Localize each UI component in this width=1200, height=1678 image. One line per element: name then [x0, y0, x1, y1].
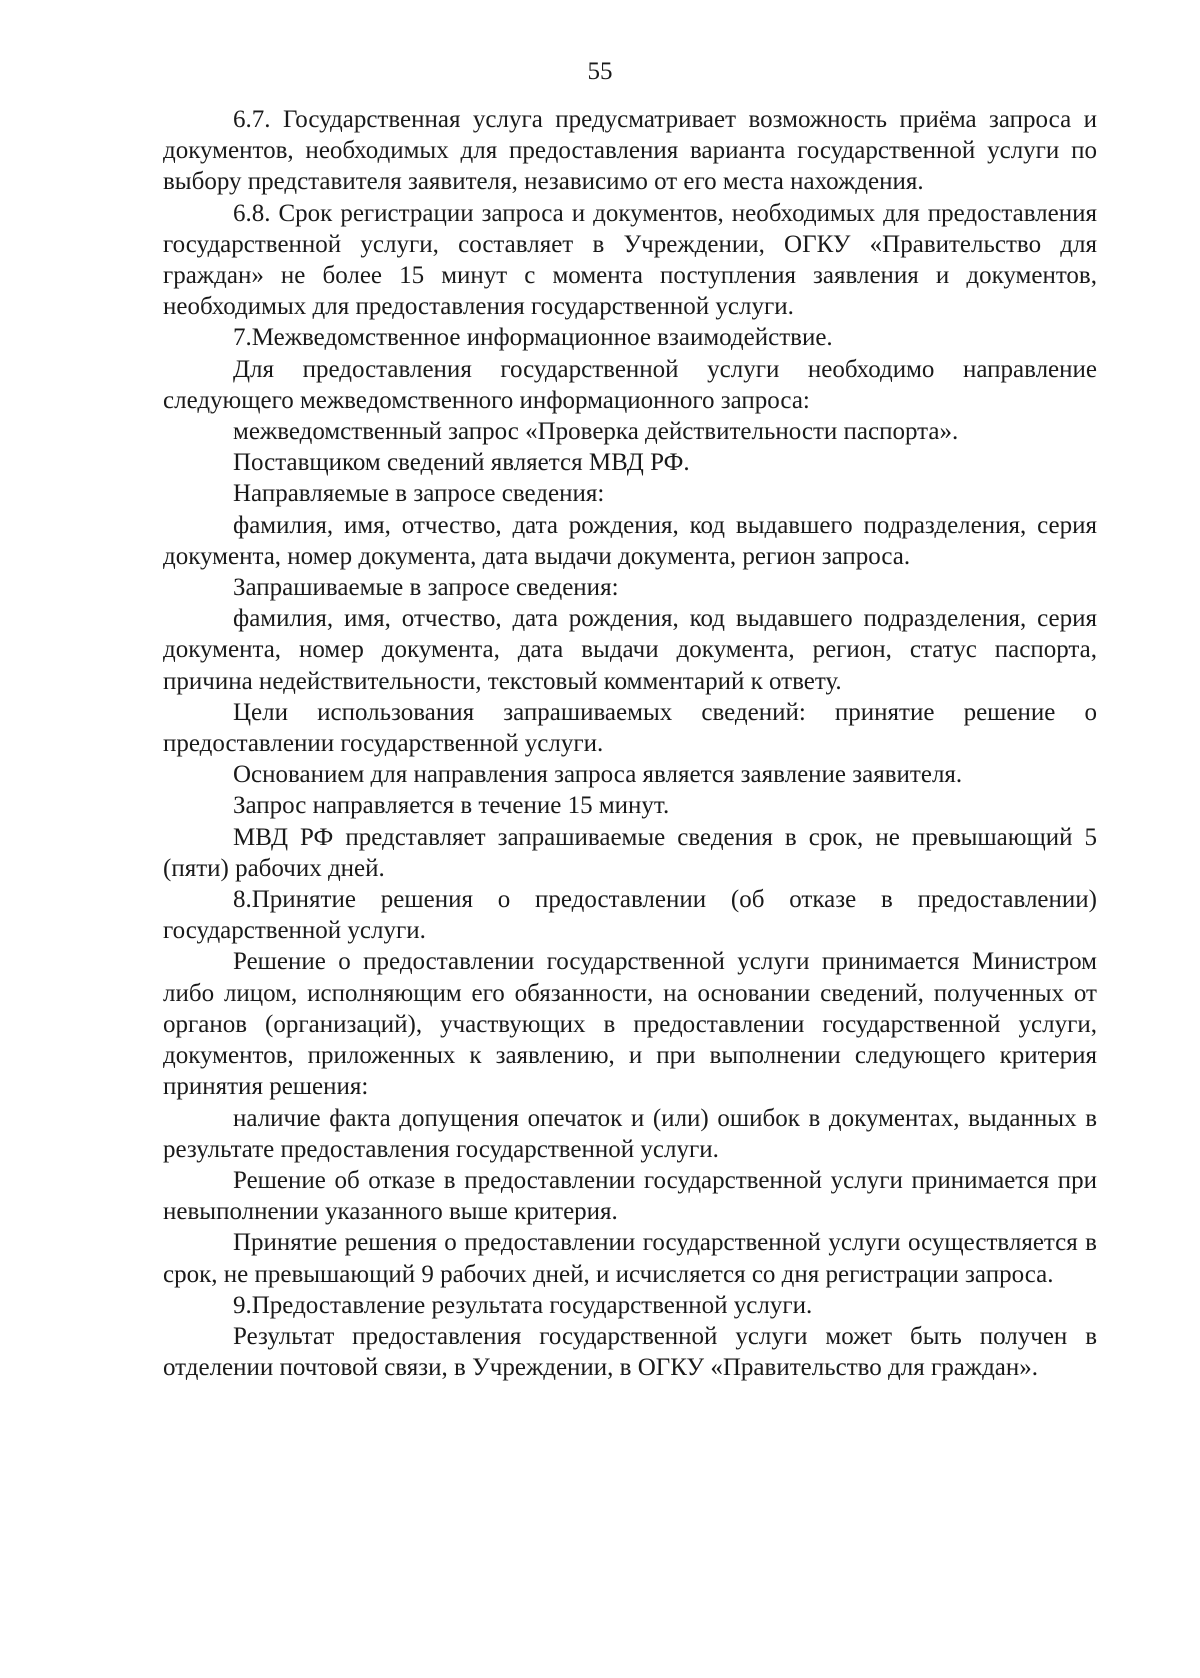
paragraph: Направляемые в запросе сведения:: [233, 480, 605, 508]
section-heading-7: 7.Межведомственное информационное взаимодействие.: [233, 324, 833, 352]
paragraph: Основанием для направления запроса является заявление заявителя.: [233, 761, 963, 789]
paragraph: межведомственный запрос «Проверка действительности паспорта».: [233, 418, 959, 446]
paragraph: Результат предоставления государственной услуги может быть получен в отделении почтовой связи, в Учреждении, в ОГКУ «Правительство для граждан».: [163, 1322, 1097, 1382]
paragraph-6-8: 6.8. Срок регистрации запроса и документов, необходимых для предоставления государственной услуги, составляет в Учреждении, ОГКУ «Правительство для граждан» не более 15 минут с момента поступления заявления и документов, необходимых для предоставления государственной услуги.: [163, 199, 1097, 321]
paragraph: Запрос направляется в течение 15 минут.: [233, 792, 670, 820]
paragraph: наличие факта допущения опечаток и (или) ошибок в документах, выданных в результате предоставления государственной услуги.: [163, 1104, 1097, 1163]
document-body: [163, 104, 1097, 1383]
paragraph: Поставщиком сведений является МВД РФ.: [233, 449, 690, 477]
paragraph: фамилия, имя, отчество, дата рождения, код выдавшего подразделения, серия документа, номер документа, дата выдачи документа, регион, статус паспорта, причина недействительности, текстовый комментарий к ответу.: [163, 605, 1097, 695]
paragraph: Решение о предоставлении государственной услуги принимается Министром либо лицом, исполняющим его обязанности, на основании сведений, полученных от органов (организаций), участвующих в предоставлении государственной услуги, документов, приложенных к заявлению, и при выполнении следующего критерия принятия решения:: [163, 948, 1097, 1101]
paragraph: Цели использования запрашиваемых сведений: принятие решение о предоставлении государственной услуги.: [163, 698, 1097, 758]
paragraph: фамилия, имя, отчество, дата рождения, код выдавшего подразделения, серия документа, номер документа, дата выдачи документа, регион запроса.: [163, 511, 1097, 570]
paragraph: Принятие решения о предоставлении государственной услуги осуществляется в срок, не превышающий 9 рабочих дней, и исчисляется со дня регистрации запроса.: [163, 1229, 1097, 1288]
paragraph: МВД РФ представляет запрашиваемые сведения в срок, не превышающий 5 (пяти) рабочих дней.: [163, 823, 1097, 882]
page-number: 55: [587, 58, 613, 85]
paragraph: Для предоставления государственной услуги необходимо направление следующего межведомственного информационного запроса:: [163, 355, 1097, 414]
section-heading-8: 8.Принятие решения о предоставлении (об отказе в предоставлении) государственной услуги.: [163, 886, 1097, 945]
paragraph-6-7: 6.7. Государственная услуга предусматривает возможность приёма запроса и документов, необходимых для предоставления варианта государственной услуги по выбору представителя заявителя, независимо от его места нахождения.: [163, 106, 1097, 196]
paragraph: Решение об отказе в предоставлении государственной услуги принимается при невыполнении указанного выше критерия.: [163, 1166, 1097, 1226]
paragraph: Запрашиваемые в запросе сведения:: [233, 574, 619, 602]
section-heading-9: 9.Предоставление результата государственной услуги.: [233, 1291, 813, 1319]
